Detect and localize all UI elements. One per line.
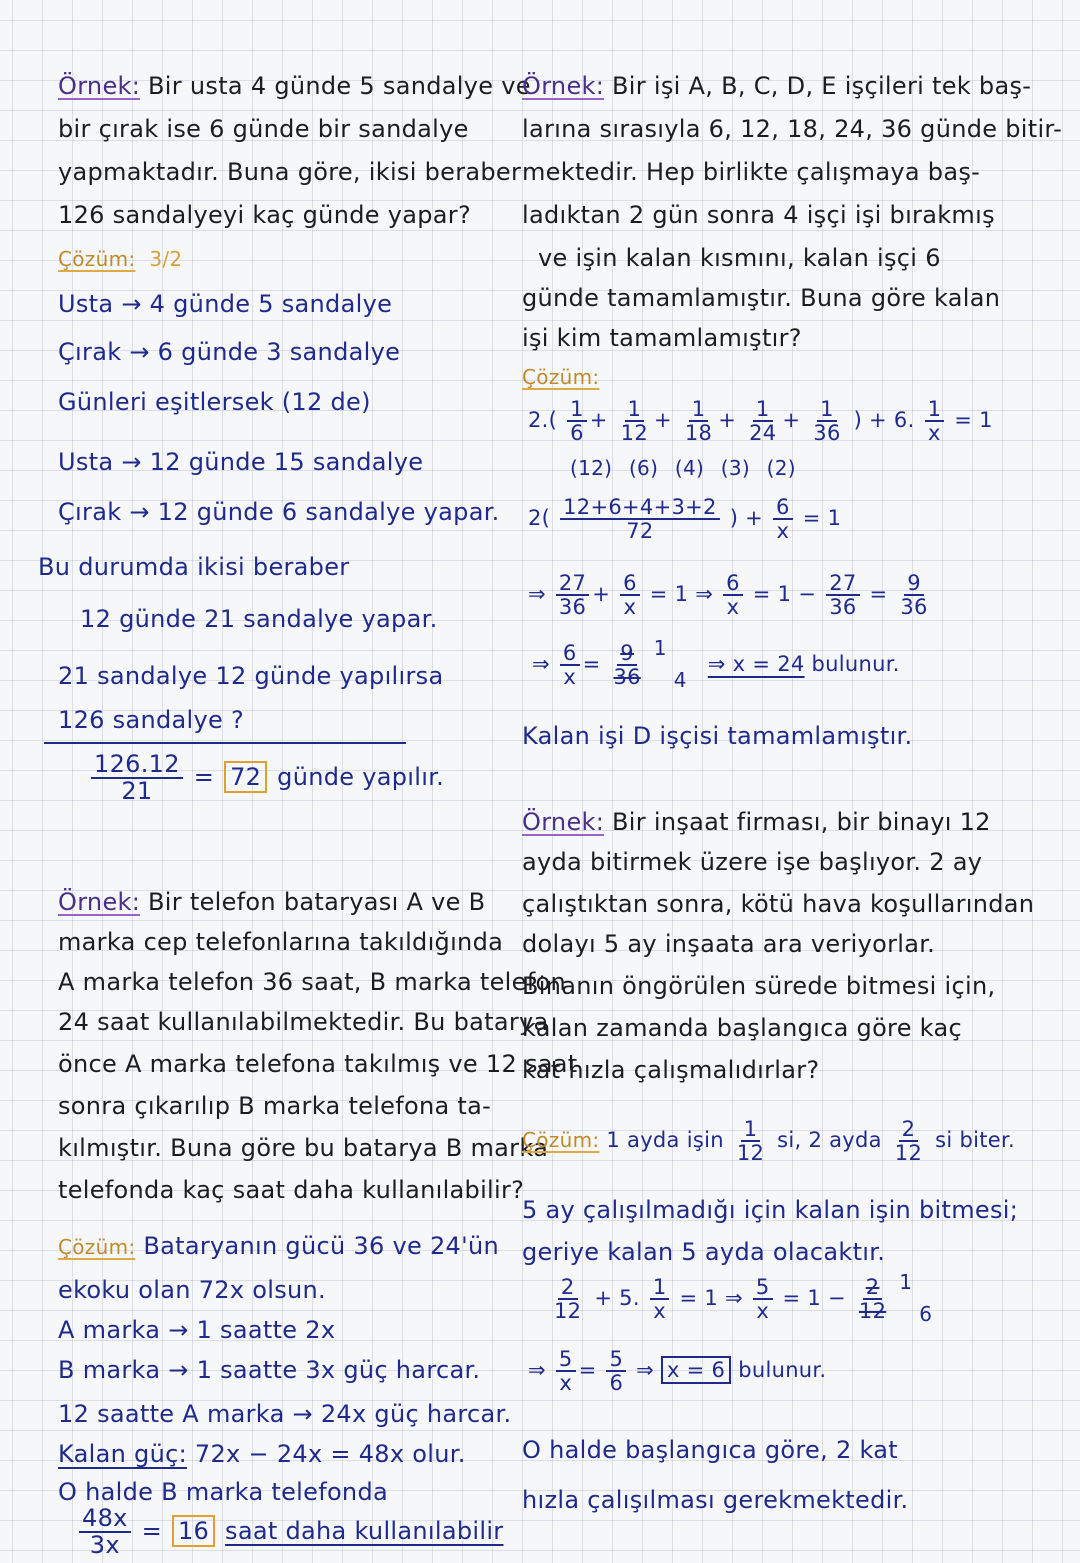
fraction-denominator: 36 (900, 595, 928, 620)
example2-final-result: $\frac{48x}{3x}$ = 16 saat daha kullanılabilir (76, 1506, 503, 1558)
question-line: ve işin kalan kısmını, kalan işçi 6 (538, 244, 941, 272)
question-line: ayda bitirmek üzere işe başlıyor. 2 ay (522, 848, 983, 876)
example3-solution-label-row (522, 362, 599, 390)
fraction-denominator: 12 (894, 1141, 923, 1166)
eq-prefix: 2.( (528, 408, 558, 433)
equation-row-4: ⇒ $\frac{6}{x}$ = $\frac{9}{36}$ 1 4 ⇒ x = 24 bulunur. (532, 636, 900, 693)
question-line: sonra çıkarılıp B marka telefona ta- (58, 1092, 492, 1120)
conclusion-line: O halde B marka telefonda (58, 1478, 388, 1506)
example-label: Örnek: (522, 72, 605, 100)
fraction-denominator: x (623, 595, 637, 620)
solution-line: Çırak → 6 günde 3 sandalye (58, 338, 401, 366)
multiplier: (3) (720, 456, 750, 480)
solution-text: si, 2 ayda (777, 1128, 882, 1153)
eq-equals: = (869, 582, 888, 607)
example3-conclusion: Kalan işi D işçisi tamamlamıştır. (522, 722, 913, 750)
fraction-denominator: 36 (829, 595, 857, 620)
fraction-denominator: 18 (684, 421, 713, 446)
question-line: kat hızla çalışmalıdırlar? (522, 1056, 820, 1084)
fraction-denominator: 36 (613, 665, 641, 690)
implies-arrow: ⇒ (528, 1358, 546, 1383)
fraction-denominator: x (559, 1371, 573, 1396)
conclusion-line: hızla çalışılması gerekmektedir. (522, 1486, 909, 1514)
example1-final-result: $\frac{126.12}{21}$ = 72 günde yapılır. (88, 752, 444, 804)
fraction (79, 1506, 131, 1558)
implies-arrow: ⇒ (532, 652, 550, 677)
fraction-numerator: 126.12 (91, 752, 183, 779)
divider-line (44, 742, 406, 744)
fraction-numerator: 1 (625, 398, 645, 422)
equation-row-2 (528, 496, 841, 542)
fraction (620, 572, 640, 618)
multiplier-annotation: 3/2 (149, 247, 183, 271)
multiplier: (2) (766, 456, 796, 480)
solution-line: ekoku olan 72x olsun. (58, 1276, 326, 1304)
fraction-numerator: 6 (620, 572, 640, 596)
question-line: önce A marka telefona takılmış ve 12 saat (58, 1050, 578, 1078)
example-label: Örnek: (58, 888, 141, 916)
fraction-denominator: x (726, 595, 740, 620)
question-line: marka cep telefonlarına takıldığında (58, 928, 504, 956)
fraction-numerator: 5 (556, 1348, 576, 1372)
solution-label: Çözüm: (522, 1128, 600, 1153)
fraction-numerator: 2 (558, 1276, 578, 1300)
equation-row-3: ⇒ $\frac{27}{36}$ + $\frac{6}{x}$ = 1 ⇒ $\frac{6}{x}$ = 1 − $\frac{27}{36}$ = $\frac{9}{36}$ (528, 572, 934, 618)
fraction-denominator: 3x (89, 1531, 120, 1560)
fraction-numerator: 1 (817, 398, 837, 422)
fraction-numerator: 48x (79, 1506, 131, 1533)
eq-plus: + 5. (594, 1286, 640, 1311)
question-text: Bir işi A, B, C, D, E işçileri tek baş- (612, 72, 1032, 100)
fraction (925, 398, 945, 444)
solution-label: Çözüm: (522, 365, 600, 389)
solution-label: Çözüm: (58, 247, 136, 271)
solution-line: 5 ay çalışılmadığı için kalan işin bitmesi; (522, 1196, 1019, 1224)
solution-line: Günleri eşitlersek (12 de) (58, 388, 371, 416)
result-value: ⇒ x = 24 (707, 652, 805, 677)
fraction-numerator: 2 (899, 1118, 919, 1142)
fraction-numerator: 12+6+4+3+2 (560, 496, 720, 520)
solution-line: 126 sandalye ? (58, 706, 245, 734)
fraction-denominator: 36 (813, 421, 841, 446)
fraction (753, 1276, 773, 1322)
example-label: Örnek: (58, 72, 141, 100)
fraction-denominator: 36 (558, 595, 587, 620)
fraction (618, 398, 651, 444)
fraction (556, 1348, 576, 1394)
question-text: Bir inşaat firması, bir binayı 12 (612, 808, 991, 836)
answer-box: 72 (224, 761, 267, 793)
solution-label: Çözüm: (58, 1235, 136, 1259)
fraction-numerator: 6 (773, 496, 793, 520)
fraction (810, 398, 843, 444)
fraction-numerator: 6 (723, 572, 743, 596)
fraction-numerator: 2 (863, 1276, 883, 1300)
fraction-denominator: 12 (736, 1141, 765, 1166)
fraction (610, 642, 643, 688)
solution-text: si biter. (935, 1128, 1015, 1153)
fraction (897, 572, 930, 618)
example2-line-1 (58, 888, 485, 916)
question-line: günde tamamlamıştır. Buna göre kalan (522, 284, 1001, 312)
solution-line: Çırak → 12 günde 6 sandalye yapar. (58, 498, 500, 526)
multiplier: (6) (628, 456, 659, 480)
fraction-denominator: 12 (620, 421, 648, 446)
fraction (856, 1276, 889, 1322)
question-line: Binanın öngörülen sürede bitmesi için, (522, 972, 996, 1000)
fraction-denominator: 12 (554, 1299, 582, 1324)
reduced-denominator: 4 (673, 668, 687, 693)
question-text: Bir usta 4 günde 5 sandalye ve (148, 72, 531, 100)
fraction-denominator: x (563, 665, 577, 690)
question-line: ladıktan 2 gün sonra 4 işçi işi bırakmış (522, 201, 995, 229)
solution-line: 12 saatte A marka → 24x güç harcar. (58, 1400, 512, 1428)
example2-solution-row (58, 1232, 499, 1260)
result-suffix: günde yapılır. (277, 763, 445, 792)
fraction (723, 572, 743, 618)
question-line: işi kim tamamlamıştır? (522, 324, 802, 352)
multiplier: (12) (570, 456, 613, 480)
example1-line-2: bir çırak ise 6 günde bir sandalye (58, 115, 469, 143)
multiplier: (4) (674, 456, 705, 480)
fraction-numerator: 5 (753, 1276, 773, 1300)
example4-line-1 (522, 808, 991, 836)
reduced-denominator: 6 (919, 1302, 933, 1327)
remaining-label: Kalan güç: (58, 1440, 187, 1468)
solution-line: B marka → 1 saatte 3x güç harcar. (58, 1356, 481, 1384)
question-line: çalıştıktan sonra, kötü hava koşullarından (522, 890, 1035, 918)
eq-minus: = 1 − (782, 1286, 846, 1311)
eq-equals: = 1 (954, 408, 993, 433)
question-line: telefonda kaç saat daha kullanılabilir? (58, 1176, 525, 1204)
fraction (551, 1276, 584, 1322)
fraction (734, 1118, 767, 1164)
solution-line: geriye kalan 5 ayda olacaktır. (522, 1238, 886, 1266)
fraction (682, 398, 715, 444)
solution-text: Bataryanın gücü 36 ve 24'ün (143, 1232, 500, 1260)
reduced-numerator: 1 (899, 1270, 913, 1295)
solution-line: 12 günde 21 sandalye yapar. (80, 605, 438, 633)
fraction-numerator: 1 (650, 1276, 670, 1300)
remaining-expression: 72x − 24x = 48x olur. (194, 1440, 466, 1468)
fraction-denominator: x (756, 1299, 770, 1324)
fraction-denominator: x (776, 519, 790, 544)
fraction-numerator: 9 (617, 642, 637, 666)
example1-line-1 (58, 72, 531, 100)
question-line: kılmıştır. Buna göre bu batarya B marka (58, 1134, 549, 1162)
fraction-numerator: 1 (567, 398, 587, 422)
reduced-numerator: 1 (653, 636, 667, 661)
solution-line: A marka → 1 saatte 2x (58, 1316, 336, 1344)
fraction-denominator: 21 (121, 777, 153, 806)
question-line: mektedir. Hep birlikte çalışmaya baş- (522, 158, 981, 186)
example1-line-3: yapmaktadır. Buna göre, ikisi beraber (58, 158, 522, 186)
fraction-numerator: 9 (904, 572, 924, 596)
example4-equation-1 (548, 1270, 933, 1327)
remaining-power-line (58, 1440, 466, 1468)
example3-line-1 (522, 72, 1031, 100)
fraction (892, 1118, 925, 1164)
question-line: kalan zamanda başlangıca göre kaç (522, 1014, 962, 1042)
solution-line: Usta → 12 günde 15 sandalye (58, 448, 424, 476)
conclusion-line: O halde başlangıca göre, 2 kat (522, 1436, 898, 1464)
example-label: Örnek: (522, 808, 605, 836)
multiplier-row (570, 456, 796, 480)
equation-row-1: 2.( $\frac{1}{6}$ + $\frac{1}{12}$ + $\frac{1}{18}$ + $\frac{1}{24}$ + $\frac{1}{36}$ ) + 6. $\frac{1}{x}$ = 1 (528, 397, 993, 446)
example1-solution-label-row (58, 244, 182, 272)
fraction-numerator: 5 (606, 1348, 626, 1372)
solution-line: Bu durumda ikisi beraber (38, 553, 350, 581)
answer-box: 16 (172, 1515, 215, 1547)
result-suffix: bulunur. (811, 652, 900, 677)
fraction (606, 1348, 626, 1394)
eq-equals: = 1 (802, 506, 842, 531)
eq-suffix: ) + (729, 506, 764, 531)
question-line: dolayı 5 ay inşaata ara veriyorlar. (522, 930, 936, 958)
fraction (826, 572, 859, 618)
fraction-denominator: 6 (609, 1371, 624, 1396)
question-line: A marka telefon 36 saat, B marka telefon (58, 968, 566, 996)
result-suffix: saat daha kullanılabilir (225, 1517, 504, 1546)
answer-box: x = 6 (661, 1356, 731, 1384)
solution-line: 21 sandalye 12 günde yapılırsa (58, 662, 444, 690)
eq-mid: = 1 ⇒ (649, 582, 714, 607)
fraction-denominator: 24 (749, 421, 777, 446)
fraction-denominator: 72 (626, 519, 654, 544)
fraction (560, 642, 580, 688)
fraction (650, 1276, 670, 1322)
fraction (556, 572, 589, 618)
fraction-numerator: 1 (741, 1118, 761, 1142)
eq-equals: = 1 ⇒ (679, 1286, 743, 1311)
eq-minus: = 1 − (752, 582, 817, 607)
fraction (746, 398, 779, 444)
question-line: larına sırasıyla 6, 12, 18, 24, 36 günde bitir- (522, 115, 1063, 143)
fraction (567, 398, 587, 444)
question-line: 24 saat kullanılabilmektedir. Bu batarya (58, 1008, 549, 1036)
fraction-denominator: x (928, 421, 941, 446)
fraction (773, 496, 793, 542)
fraction-numerator: 1 (753, 398, 773, 422)
fraction-denominator: 12 (858, 1299, 887, 1324)
result-suffix: bulunur. (738, 1358, 827, 1383)
question-text: Bir telefon bataryası A ve B (148, 888, 486, 916)
example4-equation-2: ⇒ $\frac{5}{x}$ = $\frac{5}{6}$ ⇒ x = 6 bulunur. (528, 1347, 827, 1396)
fraction-numerator: 27 (826, 572, 859, 596)
fraction-numerator: 1 (689, 398, 709, 422)
solution-line: Usta → 4 günde 5 sandalye (58, 290, 393, 318)
example1-line-4: 126 sandalyeyi kaç günde yapar? (58, 201, 471, 229)
fraction (91, 752, 183, 804)
fraction (560, 496, 720, 542)
implies-arrow: ⇒ (528, 582, 546, 607)
fraction-denominator: 6 (570, 421, 584, 446)
solution-text: 1 ayda işin (606, 1128, 724, 1153)
eq-prefix: 2( (528, 506, 551, 531)
example4-solution-row (522, 1118, 1015, 1164)
fraction-numerator: 27 (556, 572, 589, 596)
fraction-numerator: 1 (925, 398, 945, 422)
implies-arrow: ⇒ (636, 1358, 654, 1383)
fraction-denominator: x (653, 1299, 667, 1324)
fraction-numerator: 6 (560, 642, 580, 666)
eq-suffix: ) + 6. (853, 408, 915, 433)
